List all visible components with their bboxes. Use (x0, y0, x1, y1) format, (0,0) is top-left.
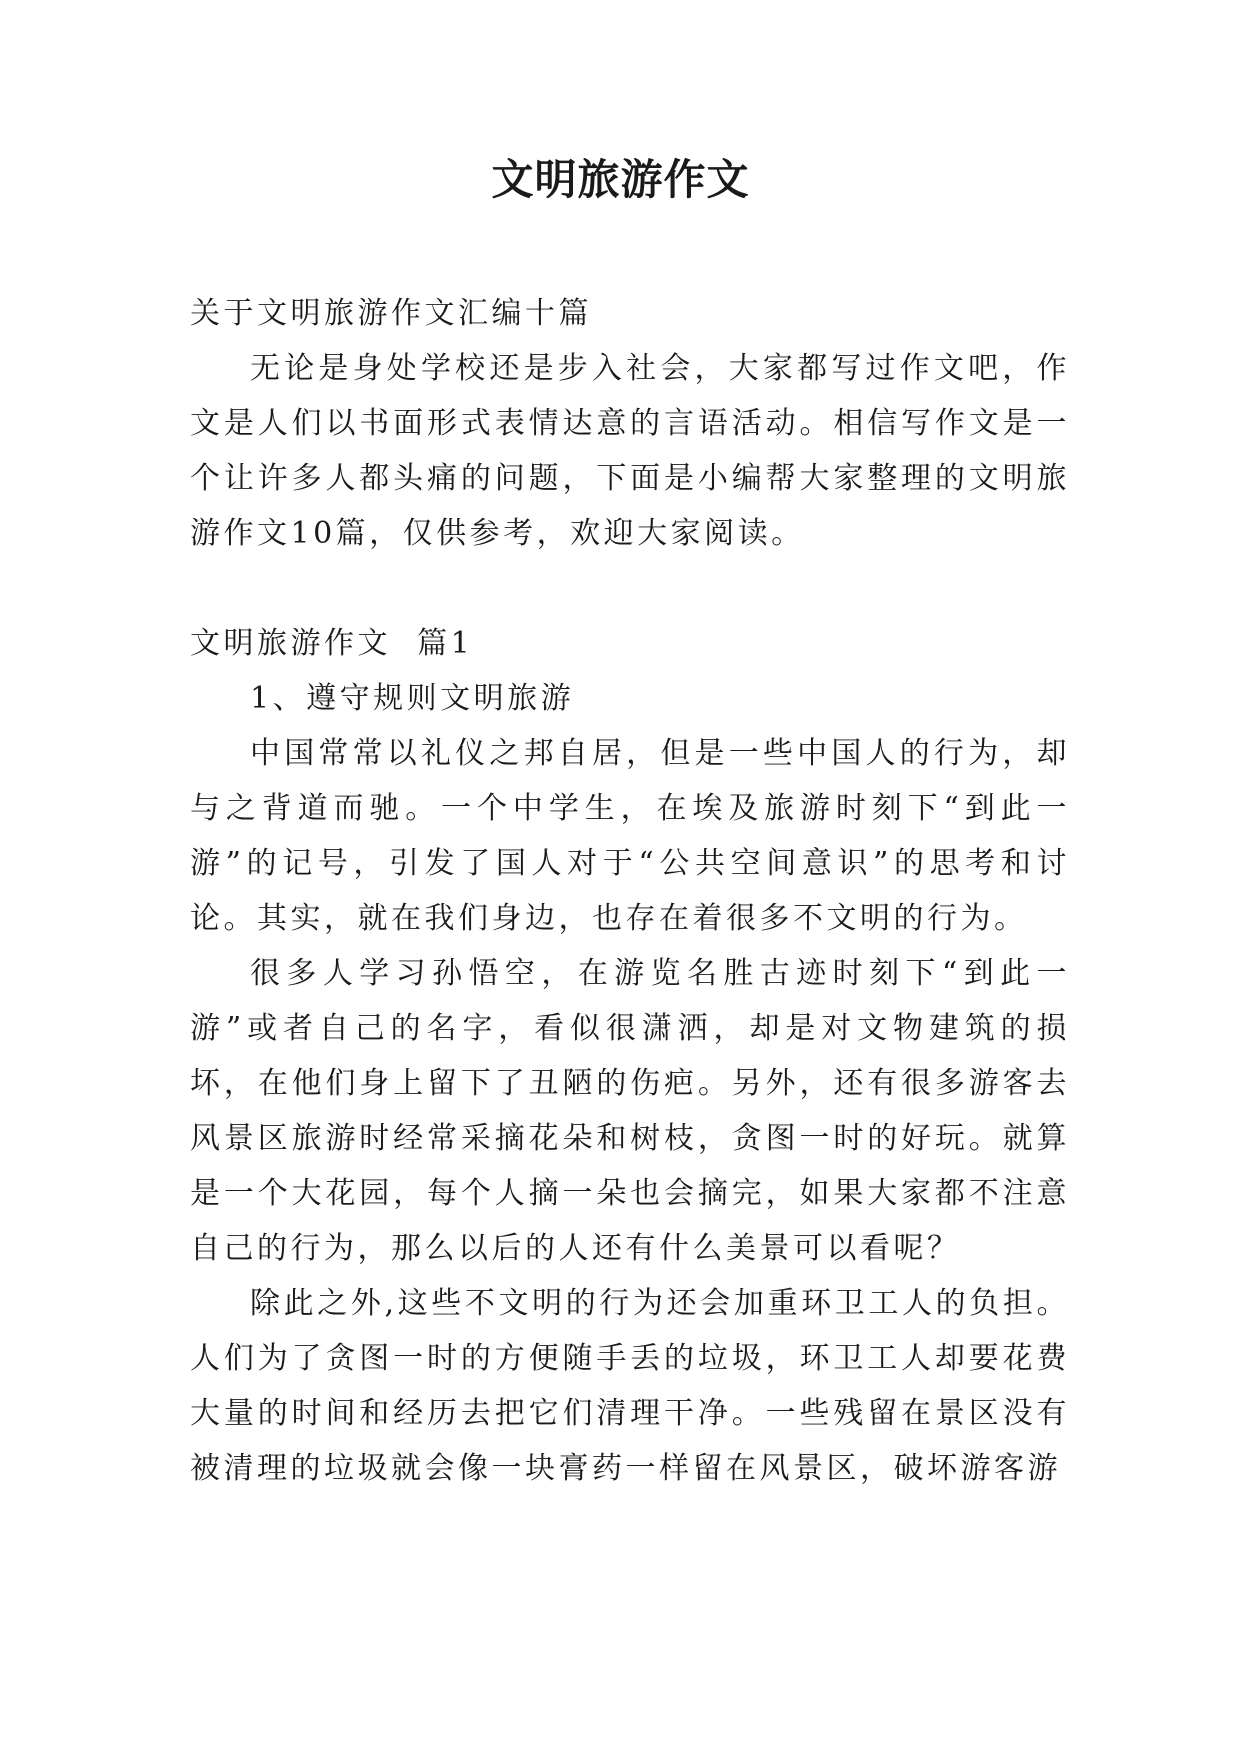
document-title: 文明旅游作文 (491, 155, 750, 204)
item-heading: 1、遵守规则文明旅游 (250, 681, 575, 716)
body-paragraph-2: 很多人学习孙悟空，在游览名胜古迹时刻下“到此一游”或者自己的名字，看似很潇洒，却是对文物建筑的损坏，在他们身上留下了丑陋的伤疤。另外，还有很多游客去风景区旅游时经常采摘花朵和树枝，贪图一时的好玩。就算是一个大花园，每个人摘一朵也会摘完，如果大家都不注意自己的行为，那么以后的人还有什么美景可以看呢？ (190, 956, 1070, 1266)
body-paragraph-3: 除此之外,这些不文明的行为还会加重环卫工人的负担。人们为了贪图一时的方便随手丢的垃圾，环卫工人却要花费大量的时间和经历去把它们清理干净。一些残留在景区没有被清理的垃圾就会像一块膏药一样留在风景区，破坏游客游 (190, 1286, 1070, 1486)
document-body (190, 286, 1070, 1496)
document-subtitle: 关于文明旅游作文汇编十篇 (190, 296, 592, 331)
body-paragraph-1: 中国常常以礼仪之邦自居，但是一些中国人的行为，却与之背道而驰。一个中学生，在埃及旅游时刻下“到此一游”的记号，引发了国人对于“公共空间意识”的思考和讨论。其实，就在我们身边，也存在着很多不文明的行为。 (190, 736, 1070, 936)
intro-paragraph: 无论是身处学校还是步入社会，大家都写过作文吧，作文是人们以书面形式表情达意的言语活动。相信写作文是一个让许多人都头痛的问题，下面是小编帮大家整理的文明旅游作文10篇，仅供参考，欢迎大家阅读。 (190, 351, 1070, 551)
paragraph-spacer (190, 561, 1070, 616)
section-heading: 文明旅游作文 篇1 (190, 626, 474, 661)
